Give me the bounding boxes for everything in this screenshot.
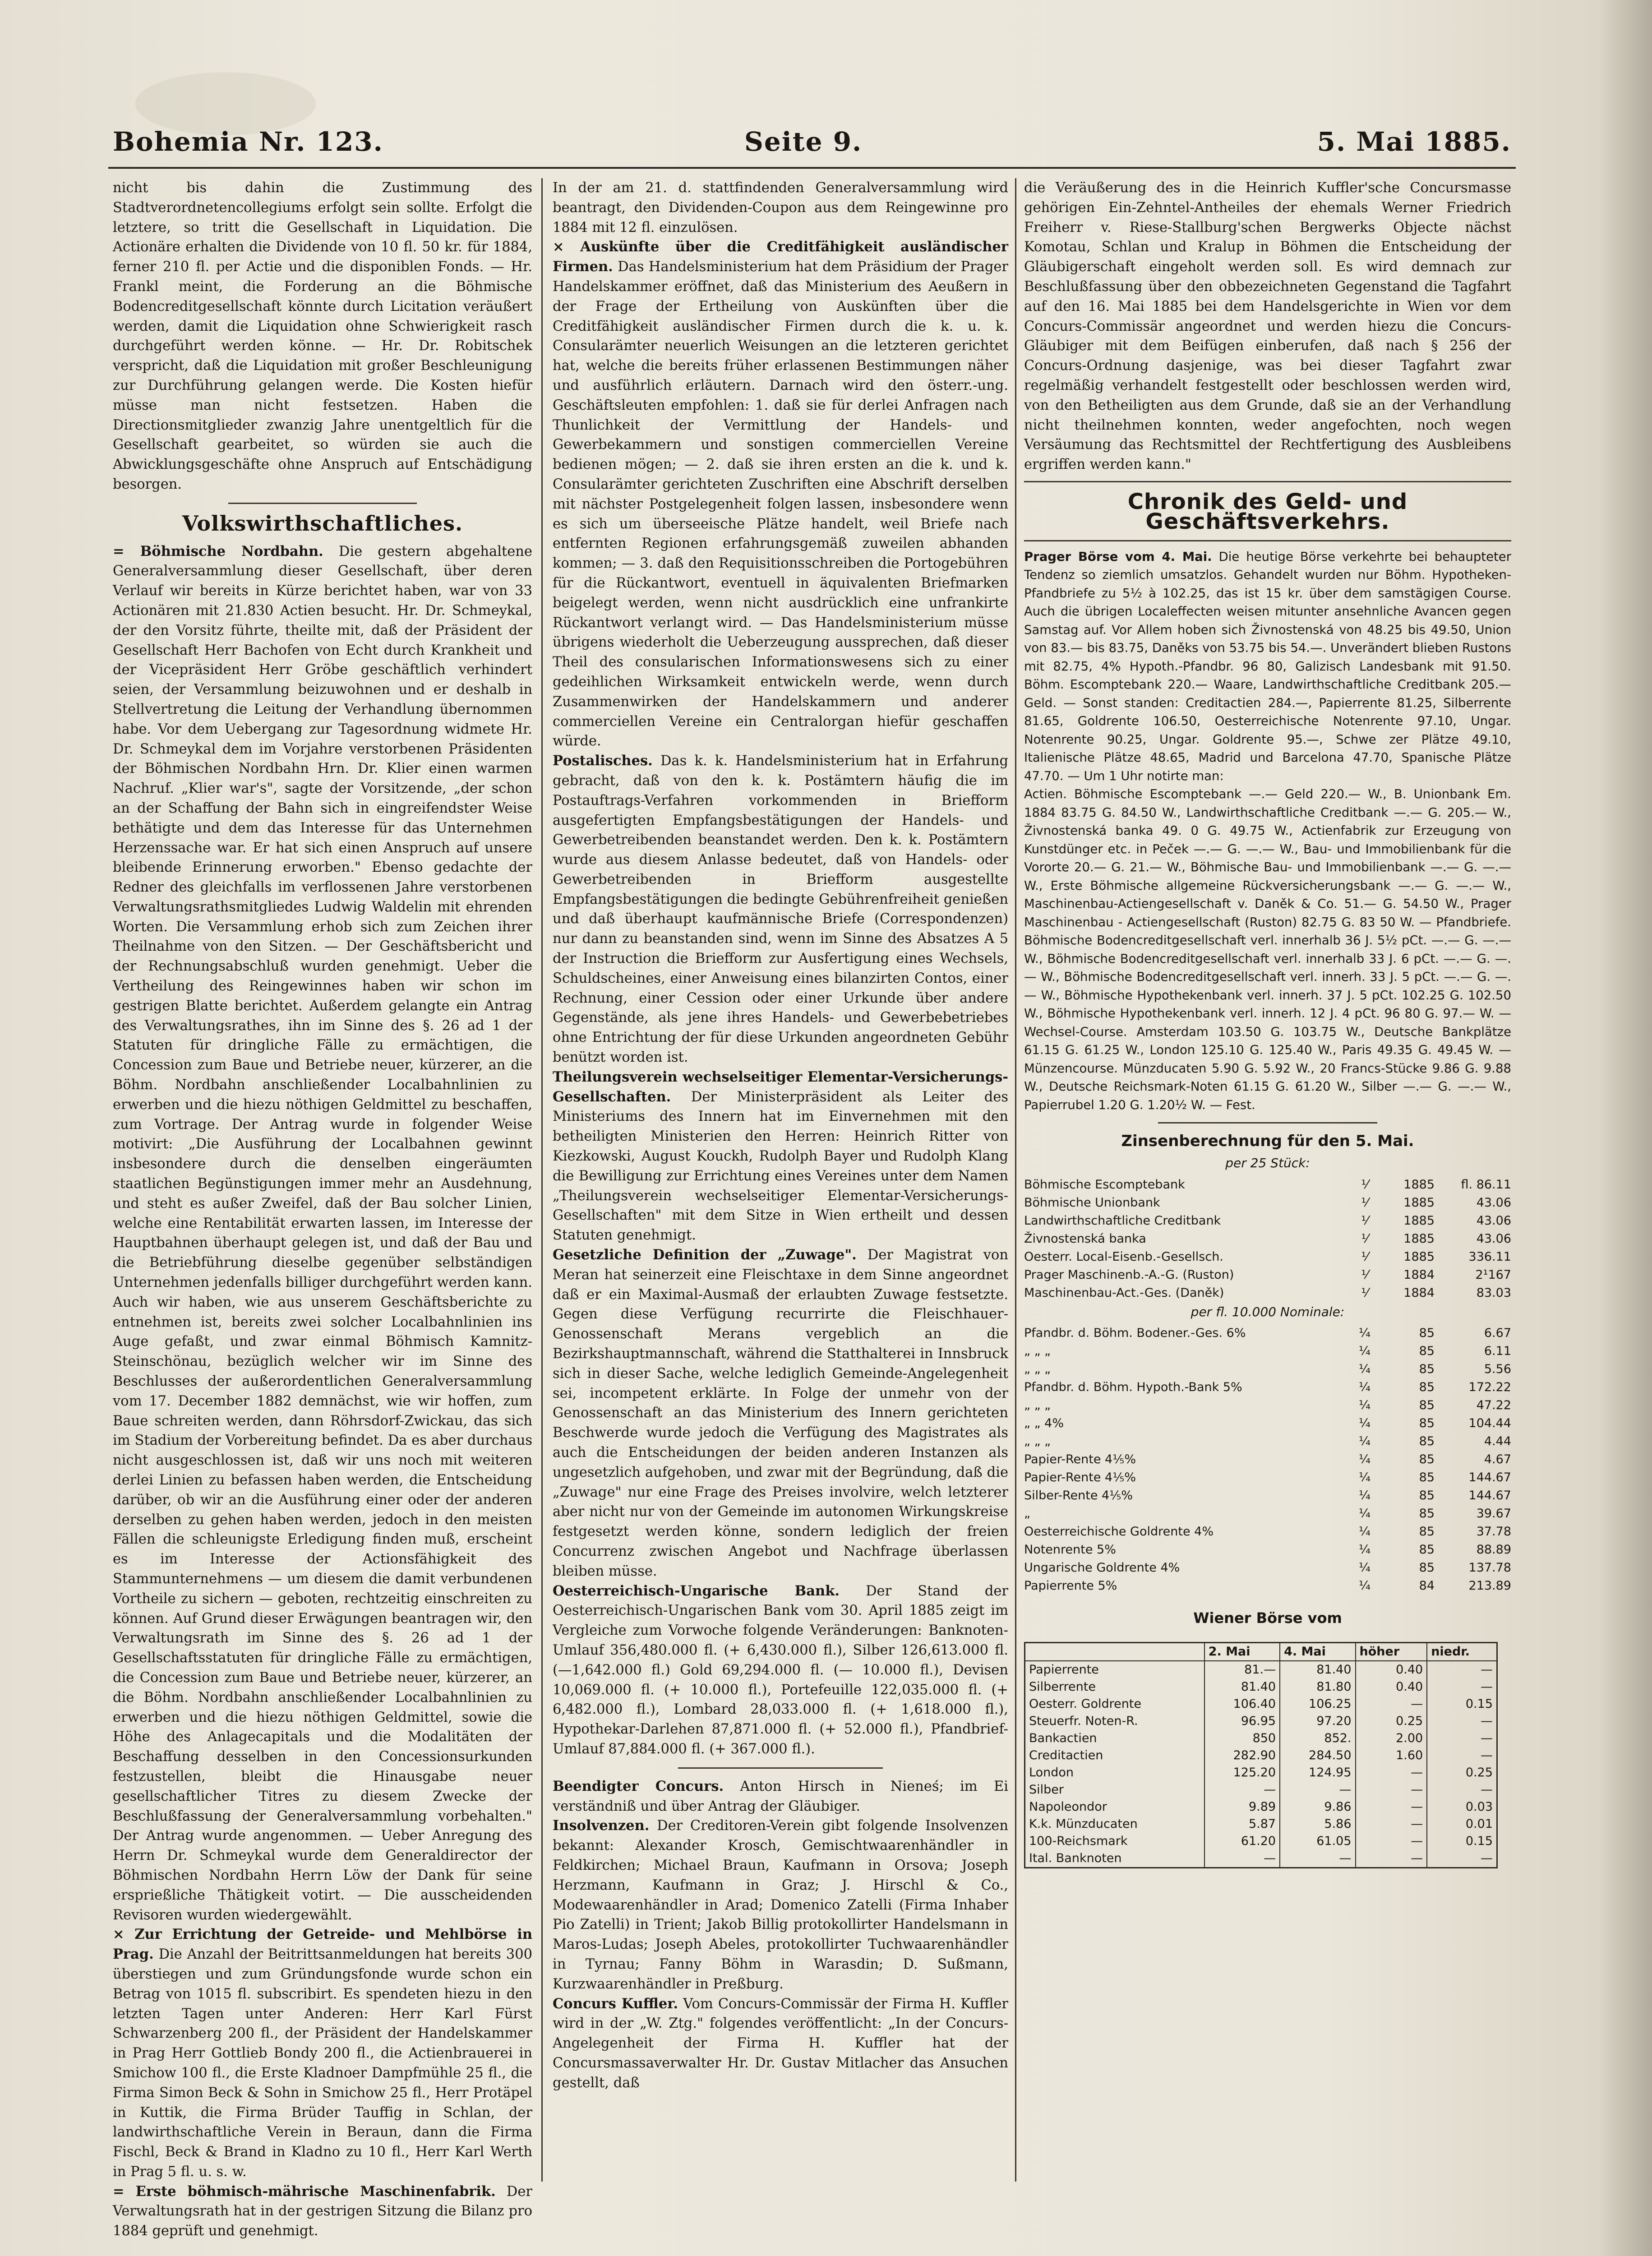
quote-cell: 1.60 xyxy=(1356,1747,1427,1764)
article-body: Die Anzahl der Beitrittsanmeldungen hat bereits 300 überstiegen und zum Gründungsfonde wurde schon ein Betrag von 1015 fl. subscribirt. Es spendeten hiezu in den letzten Tagen unter Anderen: Herr Karl Fürst Schwarzenberg 200 fl., der Präsident der Handelskammer in Prag Herr Gottlieb Bondy 200 fl., die Actienbrauerei in Smichow 100 fl., die Erste Kladnoer Dampfmühle 25 fl., die Firma Simon Beck & Sohn in Smichow 25 fl., Herr Protäpel in Kuttik, die Firma Brüder Tauffig in Schlan, der landwirthschaftliche Verein in Beraun, dann die Firma Fischl, Beck & Brand in Kladno zu 10 fl., Herr Karl Werth in Prag 5 fl. u. s. w. xyxy=(113,1946,533,2180)
article-body: Die gestern abgehaltene Generalversammlung dieser Gesellschaft, über deren Verlauf wir bereits in Kürze berichtet haben, war von 33 Actionären mit 21.830 Actien besucht. Hr. Dr. Schmeykal, der den Vorsitz führte, theilte mit, daß der Präsident der Gesellschaft Herr Bachofen von Echt durch Krankheit und der Vicepräsident Herr Gröbe geschäftlich verhindert seien, der Versammlung beizuwohnen und er deshalb in Stellvertretung die Leitung der Verhandlung übernommen habe. Vor dem Uebergang zur Tagesordnung widmete Hr. Dr. Schmeykal dem im Vorjahre verstorbenen Präsidenten der Böhmischen Nordbahn Hrn. Dr. Klier einen warmen Nachruf. „Klier war's", sagte der Vorsitzende, „der schon an der Schaffung der Bahn sich in eingreifendster Weise bethätigte und dem das Interesse für das Unternehmen Herzenssache war. Er hat sich einen Anspruch auf unsere bleibende Erinnerung erworben." Ebenso gedachte der Redner des gleichfalls im verflossenen Jahre verstorbenen Verwaltungsrathsmitgliedes Ludwig Waldelin mit ehrenden Worten. Die Versammlung erhob sich zum Zeichen ihrer Theilnahme von den Sitzen. — Der Geschäftsbericht und der Rechnungsabschluß wurden genehmigt. Ueber die Vertheilung des Reingewinnes haben wir schon im gestrigen Blatte berichtet. Außerdem gelangte ein Antrag des Verwaltungsrathes, ihn im Sinne des §. 26 ad 1 der Statuten für dringliche Fälle zu ermächtigen, die Concession zum Baue und Betriebe neuer, kürzerer, an die Böhm. Nordbahn anschließender Localbahnlinien zu erwerben und die hiezu nöthigen Geldmittel zu beschaffen, zum Vortrage. Der Antrag wurde in folgender Weise motivirt: „Die Ausführung der Localbahnen gewinnt insbesondere durch die denselben eingeräumten staatlichen Begünstigungen immer mehr an Ausdehnung, und steht es außer Zweifel, daß der Bau solcher Linien, welche eine Rentabilität erwarten lassen, im Interesse der Hauptbahnen überhaupt gelegen ist, und daß der Bau und die Betriebführung dieselbe gegenüber selbständigen Unternehmen jedenfalls billiger durchgeführt werden kann. Auch wir haben, wie aus unserem Geschäftsberichte zu entnehmen ist, bereits zwei solcher Localbahnlinien ins Auge gefaßt, und zwar einmal Böhmisch Kamnitz-Steinschönau, bezüglich welcher wir im Sinne des Beschlusses der außerordentlichen Generalversammlung vom 17. December 1882 demnächst, wie wir hoffen, zum Baue schreiten werden, dann Röhrsdorf-Zwickau, das sich im Stadium der Vorbereitung befindet. Da es aber durchaus nicht ausgeschlossen ist, daß wir uns noch mit weiteren derlei Linien zu befassen haben werden, die Entscheidung darüber, ob wir an die Ausführung einer oder der anderen derselben zu gehen haben werden, jedoch in den meisten Fällen die schleunigste Erledigung finden muß, erscheint es im Interesse der Actionsfähigkeit des Stammunternehmens — um diesem die damit verbundenen Vortheile zu sichern — geboten, rechtzeitig einschreiten zu können. Auf Grund dieser Erwägungen beantragen wir, den Verwaltungsrath im Sinne des §. 26 ad 1 der Gesellschaftsstatuten für dringliche Fälle zu ermächtigen, die Concession zum Baue und Betriebe neuer, kürzerer, an die Böhm. Nordbahn anschließender Localbahnlinien zu erwerben und die hiezu nöthigen Geldmittel, sowie die Höhe des Anlagecapitals und die Modalitäten der Beschaffung desselben in den Concessionsurkunden festzustellen, bleibt die Hinausgabe neuer gesellschaftlicher Titres zu diesem Zwecke der Beschlußfassung der Generalversammlung vorbehalten." Der Antrag wurde angenommen. — Ueber Anregung des Herrn Dr. Schmeykal wurde dem Generaldirector der Böhmischen Nordbahn Herrn Löw der Dank für seine ersprießliche Thätigkeit votirt. — Die ausscheidenden Revisoren wurden wiedergewählt. xyxy=(113,543,532,1923)
interest-table-bonds xyxy=(1024,1324,1511,1595)
quote-cell: 850 xyxy=(1204,1730,1280,1747)
quote-cell: 61.20 xyxy=(1204,1833,1280,1850)
quote-cell: 0.25 xyxy=(1427,1764,1497,1781)
year: 1885 xyxy=(1403,1213,1435,1228)
article-heading: Prager Börse vom 4. Mai. xyxy=(1024,549,1212,564)
interest-row xyxy=(1024,1523,1511,1541)
column-header: höher xyxy=(1356,1643,1427,1661)
security-name: „ „ 4% xyxy=(1024,1416,1064,1431)
security-name: Ital. Banknoten xyxy=(1025,1850,1204,1868)
table-row xyxy=(1025,1730,1497,1747)
paper-stain xyxy=(135,72,316,135)
vienna-exchange-title: Wiener Börse vom xyxy=(1193,1609,1342,1627)
security-name: Oesterr. Goldrente xyxy=(1025,1696,1204,1713)
quote-cell: — xyxy=(1356,1798,1427,1816)
table-row xyxy=(1025,1747,1497,1764)
security-name: Landwirthschaftliche Creditbank xyxy=(1024,1213,1221,1228)
interest-value: 4.44 xyxy=(1484,1434,1511,1449)
quote-cell: 106.25 xyxy=(1280,1696,1355,1713)
interest-row xyxy=(1024,1541,1511,1559)
interest-row xyxy=(1024,1396,1511,1415)
rate-fraction: ¼ xyxy=(1358,1579,1371,1593)
quote-cell: — xyxy=(1280,1850,1355,1868)
article-heading: Concurs Kuffler. xyxy=(553,1995,678,2012)
article-text xyxy=(113,2182,532,2241)
column-header: 2. Mai xyxy=(1204,1643,1280,1661)
quote-cell: — xyxy=(1427,1747,1497,1764)
quote-cell: 2.00 xyxy=(1356,1730,1427,1747)
year: 85 xyxy=(1419,1543,1435,1557)
section-divider xyxy=(1158,1122,1377,1123)
interest-row xyxy=(1024,1360,1511,1378)
quote-cell: — xyxy=(1427,1781,1497,1798)
quote-cell: 81.80 xyxy=(1280,1678,1355,1696)
article-heading: Beendigter Concurs. xyxy=(553,1778,724,1794)
year: 85 xyxy=(1419,1452,1435,1467)
quote-cell: 284.50 xyxy=(1280,1747,1355,1764)
article-body: Vom Concurs-Commissär der Firma H. Kuffler wird in der „W. Ztg." folgendes veröffentlicht: „In der Concurs-Angelegenheit der Firma H. Kuffler hat der Concursmassaverwalter Hr. Dr. Gustav Mitlacher das Ansuchen gestellt, daß xyxy=(553,1996,1008,2091)
quote-cell: 5.86 xyxy=(1280,1816,1355,1833)
security-name: Papier-Rente 4⅕% xyxy=(1024,1452,1136,1467)
article-heading: Gesetzliche Definition der „Zuwage". xyxy=(553,1247,857,1263)
article-text: die Veräußerung des in die Heinrich Kuffler'sche Concursmasse gehörigen Ein-Zehntel-Antheiles der ehemals Werner Friedrich Freiherr v. Riese-Stallburg'schen Bergwerks Objecte nächst Komotau, Schlan und Kralup in Böhmen die Entscheidung der Gläubigerschaft eingeholt werden soll. Es wird demnach zur Beschlußfassung über den obbezeichneten Gegenstand die Tagfahrt auf den 16. Mai 1885 bei dem Handelsgerichte in Wien vor dem Concurs-Commissär angeordnet und werden hiezu die Concurs-Gläubiger mit dem Beifügen einberufen, daß nach § 256 der Concurs-Ordnung dasjenige, was bei dieser Tagfahrt zwar regelmäßig verhandelt festgestellt oder beschlossen werden wird, von den Betheiligten aus dem Grunde, daß sie an der Verhandlung nicht theilnehmen konnten, weder angefochten, noch wegen Versäumung das Rechtsmittel der Rechtfertigung des Ausbleibens ergriffen werden kann." xyxy=(1024,180,1511,473)
article-heading: Oesterreichisch-Ungarische Bank. xyxy=(553,1582,840,1599)
quote-cell: 96.95 xyxy=(1204,1713,1280,1730)
interest-value: 5.56 xyxy=(1484,1362,1511,1377)
column-header: 4. Mai xyxy=(1280,1643,1355,1661)
column-divider xyxy=(1015,178,1016,2182)
article-text xyxy=(553,237,1008,751)
rate-fraction: ¼ xyxy=(1358,1452,1371,1467)
interest-value: 37.78 xyxy=(1476,1525,1511,1539)
article-body: Der Ministerpräsident als Leiter des Ministeriums des Innern hat im Einvernehmen mit den betheiligten Ministerien den Herren: Heinrich Ritter von Kiezkowski, August Kouckh, Rudolph Bayer und Rudolph Klang die Bewilligung zur Errichtung eines Vereines unter dem Namen „Theilungsverein wechselseitiger Elementar-Versicherungs-Gesellschaften" mit dem Sitze in Wien ertheilt und dessen Statuten genehmigt. xyxy=(553,1089,1008,1244)
security-name: „ xyxy=(1024,1507,1030,1521)
interest-row xyxy=(1024,1266,1511,1284)
interest-value: 6.11 xyxy=(1484,1344,1511,1359)
table-row xyxy=(1025,1678,1497,1696)
interest-row xyxy=(1024,1230,1511,1248)
article-text: nicht bis dahin die Zustimmung des Stadtverordnetencollegiums erfolgt sein sollte. Erfolgt die letztere, so tritt die Gesellschaft in Liquidation. Die Actionäre erhalten die Dividende von 10 fl. 50 kr. für 1884, ferner 210 fl. per Actie und die disponiblen Fonds. — Hr. Frankl meint, die Forderung an die Böhmische Bodencreditgesellschaft könnte durch Licitation veräußert werden, damit die Liquidation ohne Schwierigkeit rasch durchgeführt werden könne. — Hr. Dr. Robitschek verspricht, daß die Liquidation mit großer Beschleunigung zur Durchführung gelangen werde. Die Kosten hiefür müsse man nicht festsetzen. Haben die Directionsmitglieder zwanzig Jahre unentgeltlich für die Gesellschaft gearbeitet, so würden sie auch die Abwicklungsgeschäfte ohne Anspruch auf Entschädigung besorgen. xyxy=(113,180,532,492)
interest-row xyxy=(1024,1284,1511,1302)
section-title: Volkswirthschaftliches. xyxy=(182,511,463,536)
section-divider xyxy=(228,503,417,504)
article-body: Der Stand der Oesterreichisch-Ungarischen Bank vom 30. April 1885 zeigt im Vergleiche zum Vorwoche folgende Veränderungen: Banknoten-Umlauf 356,480.000 fl. (+ 6,430.000 fl.), Silber 126,613.000 fl. (—1,642.000 fl.) Gold 69,294.000 fl. (— 10.000 fl.), Devisen 10,069.000 fl. (+ 10.000 fl.), Portefeuille 122,035.000 fl. (+ 6,482.000 fl.), Lombard 28,033.000 fl. (+ 1,618.000 fl.), Hypothekar-Darlehen 87,871.000 fl. (+ 52.000 fl.), Pfandbrief-Umlauf 87,884.000 fl. (+ 367.000 fl.). xyxy=(553,1583,1008,1757)
security-name: London xyxy=(1025,1764,1204,1781)
security-name: Papierrente xyxy=(1025,1661,1204,1678)
page-number: Seite 9. xyxy=(744,126,863,157)
table-header-row xyxy=(1025,1643,1497,1661)
column-divider xyxy=(541,178,543,2182)
rate-fraction: ¼ xyxy=(1358,1380,1371,1395)
article-body: Anton Hirsch in Nieneś; im Ei verständniß und über Antrag der Gläubiger. xyxy=(553,1778,1008,1814)
quote-cell: — xyxy=(1427,1713,1497,1730)
interest-value: 336.11 xyxy=(1468,1249,1511,1264)
year: 85 xyxy=(1419,1380,1435,1395)
interest-value: 137.78 xyxy=(1468,1561,1511,1575)
quote-cell: — xyxy=(1427,1661,1497,1678)
quote-cell: 0.40 xyxy=(1356,1678,1427,1696)
rate-fraction: ¼ xyxy=(1358,1561,1371,1575)
interest-value: 43.06 xyxy=(1476,1195,1511,1210)
article-text: In der am 21. d. stattfindenden Generalversammlung wird beantragt, den Dividenden-Coupon aus dem Reingewinne pro 1884 mit 12 fl. einzulösen. xyxy=(553,180,1008,236)
interest-row xyxy=(1024,1505,1511,1523)
column-header xyxy=(1025,1643,1204,1661)
year: 85 xyxy=(1419,1362,1435,1377)
quote-cell: 0.40 xyxy=(1356,1661,1427,1678)
rate-fraction: ⅟ xyxy=(1361,1213,1368,1228)
table-row xyxy=(1025,1696,1497,1713)
article-text xyxy=(113,1925,532,2182)
year: 85 xyxy=(1419,1507,1435,1521)
rate-fraction: ⅟ xyxy=(1361,1267,1368,1282)
interest-value: 43.06 xyxy=(1476,1231,1511,1246)
year: 1885 xyxy=(1403,1231,1435,1246)
rate-fraction: ¼ xyxy=(1358,1344,1371,1359)
quote-cell: — xyxy=(1204,1781,1280,1798)
interest-row xyxy=(1024,1469,1511,1487)
security-name: Silberrente xyxy=(1025,1678,1204,1696)
quote-cell: 81.40 xyxy=(1280,1661,1355,1678)
year: 85 xyxy=(1419,1416,1435,1431)
interest-value: 88.89 xyxy=(1476,1543,1511,1557)
security-name: Bankactien xyxy=(1025,1730,1204,1747)
interest-row xyxy=(1024,1324,1511,1342)
quote-cell: 282.90 xyxy=(1204,1747,1280,1764)
interest-value: 43.06 xyxy=(1476,1213,1511,1228)
quote-cell: 0.15 xyxy=(1427,1696,1497,1713)
security-name: Steuerfr. Noten-R. xyxy=(1025,1713,1204,1730)
interest-value: 6.67 xyxy=(1484,1326,1511,1341)
section-title: Chronik des Geld- und Geschäftsverkehrs. xyxy=(1127,489,1408,534)
quote-cell: — xyxy=(1427,1730,1497,1747)
interest-row xyxy=(1024,1559,1511,1577)
interest-value: 47.22 xyxy=(1476,1398,1511,1413)
interest-table-title: Zinsenberechnung für den 5. Mai. xyxy=(1121,1132,1414,1151)
table-row xyxy=(1025,1833,1497,1850)
article-body: Die heutige Börse verkehrte bei behaupteter Tendenz so ziemlich umsatzlos. Gehandelt wurden nur Böhm. Hypotheken-Pfandbriefe zu 5½ à 102.25, das ist 15 kr. über dem samstägigen Course. Auch die übrigen Localeffecten weisen mitunter ansehnliche Avancen gegen Samstag auf. Vor Allem hoben sich Živnostenská von 48.25 bis 49.50, Union von 83.— bis 83.75, Daněks von 53.75 bis 54.—. Unverändert blieben Rustons mit 82.75, 4% Hypoth.-Pfandbr. 96 80, Galizisch Landesbank mit 91.50. Böhm. Escomptebank 220.— Waare, Landwirthschaftliche Creditbank 205.— Geld. — Sonst standen: Creditactien 284.—, Papierrente 81.25, Silberrente 81.65, Goldrente 106.50, Oesterreichische Notenrente 97.10, Ungar. Notenrente 90.25, Ungar. Goldrente 95.—, Schwe zer Plätze 49.10, Italienische Plätze 48.65, Madrid und Barcelona 47.70, Spanische Plätze 47.70. — Um 1 Uhr notirte man: xyxy=(1024,549,1511,783)
article-text xyxy=(553,1994,1008,2093)
interest-value: 213.89 xyxy=(1468,1579,1511,1593)
table-row xyxy=(1025,1781,1497,1798)
interest-value: 39.67 xyxy=(1476,1507,1511,1521)
section-divider xyxy=(1024,540,1511,541)
quote-cell: — xyxy=(1204,1850,1280,1868)
rate-fraction: ⅟ xyxy=(1361,1195,1368,1210)
interest-value: 144.67 xyxy=(1468,1470,1511,1485)
market-report xyxy=(1024,548,1511,786)
year: 85 xyxy=(1419,1525,1435,1539)
interest-value: 83.03 xyxy=(1476,1285,1511,1300)
security-name: Papierrente 5% xyxy=(1024,1579,1117,1593)
article-text xyxy=(553,751,1008,1068)
masthead-title: Bohemia Nr. 123. xyxy=(113,126,383,157)
year: 1884 xyxy=(1403,1285,1435,1300)
year: 85 xyxy=(1419,1344,1435,1359)
interest-row xyxy=(1024,1194,1511,1212)
quote-cell: 0.01 xyxy=(1427,1816,1497,1833)
security-name: Böhmische Escomptebank xyxy=(1024,1177,1185,1192)
quote-cell: — xyxy=(1356,1850,1427,1868)
interest-value: 144.67 xyxy=(1468,1489,1511,1503)
issue-date: 5. Mai 1885. xyxy=(1317,126,1511,157)
interest-value: 172.22 xyxy=(1468,1380,1511,1395)
interest-row xyxy=(1024,1487,1511,1505)
quote-cell: — xyxy=(1356,1833,1427,1850)
article-heading: Postalisches. xyxy=(553,753,653,769)
interest-row xyxy=(1024,1176,1511,1194)
interest-row xyxy=(1024,1248,1511,1266)
interest-value: 4.67 xyxy=(1484,1452,1511,1467)
security-name: Oesterr. Local-Eisenb.-Gesellsch. xyxy=(1024,1249,1223,1264)
rate-fraction: ¼ xyxy=(1358,1434,1371,1449)
rate-fraction: ⅟ xyxy=(1361,1231,1368,1246)
rate-fraction: ¼ xyxy=(1358,1507,1371,1521)
security-name: „ „ „ xyxy=(1024,1344,1051,1359)
article-text xyxy=(553,1816,1008,1994)
article-heading: × Zur Errichtung der Getreide- und Mehlbörse in Prag. xyxy=(113,1926,532,1963)
page-header xyxy=(113,126,1511,162)
security-name: Papier-Rente 4⅕% xyxy=(1024,1470,1136,1485)
interest-value: 104.44 xyxy=(1468,1416,1511,1431)
quote-cell: 5.87 xyxy=(1204,1816,1280,1833)
security-name: Živnostenská banka xyxy=(1024,1231,1146,1246)
table-row xyxy=(1025,1798,1497,1816)
interest-value: 2¹167 xyxy=(1475,1267,1511,1282)
interest-table-subtitle: per fl. 10.000 Nominale: xyxy=(1191,1304,1345,1319)
market-quotes: Actien. Böhmische Escomptebank —.— Geld 220.— W., B. Unionbank Em. 1884 83.75 G. 84.50 W., Landwirthschaftliche Creditbank —.— G. 205.— W., Živnostenská banka 49. 0 G. 49.75 W., Actienfabrik zur Erzeugung von Kunstdünger etc. in Peček —.— G. —.— W., Bau- und Immobilienbank für die Vororte 20.— G. 21.— W., Böhmische Bau- und Immobilienbank —.— G. —.— W., Erste Böhmische allgemeine Rückversicherungsbank —.— G. —.— W., Maschinenbau-Actiengesellschaft v. Daněk & Co. 51.— G. 54.50 W., Prager Maschinenbau - Actiengesellschaft (Ruston) 82.75 G. 83 50 W. — Pfandbriefe. Böhmische Bodencreditgesellschaft verl. innerhalb 36 J. 5½ pCt. —.— G. —.— W., Böhmische Bodencreditgesellschaft verl. innerhalb 33 J. 6 pCt. —.— G. —.— W., Böhmische Bodencreditgesellschaft verl. innerh. 33 J. 5 pCt. —.— G. —.— W., Böhmische Hypothekenbank verl. innerh. 37 J. 5 pCt. 102.25 G. 102.50 W., Böhmische Hypothekenbank verl. innerh. 12 J. 4 pCt. 96 80 G. 97.— W. — Wechsel-Course. Amsterdam 103.50 G. 103.75 W., Deutsche Bankplätze 61.15 G. 61.25 W., London 125.10 G. 125.40 W., Paris 49.35 G. 49.45 W. — Münzencourse. Münzducaten 5.90 G. 5.92 W., 20 Francs-Stücke 9.86 G. 9.88 W., Deutsche Reichsmark-Noten 61.15 G. 61.20 W., Silber —.— G. —.— W., Papierrubel 1.20 G. 1.20½ W. — Fest. xyxy=(1024,787,1511,1112)
quote-cell: 125.20 xyxy=(1204,1764,1280,1781)
security-name: Böhmische Unionbank xyxy=(1024,1195,1160,1210)
security-name: „ „ „ xyxy=(1024,1434,1051,1449)
security-name: „ „ „ xyxy=(1024,1398,1051,1413)
interest-row xyxy=(1024,1378,1511,1396)
quote-cell: 81.— xyxy=(1204,1661,1280,1678)
security-name: Oesterreichische Goldrente 4% xyxy=(1024,1525,1214,1539)
table-row xyxy=(1025,1816,1497,1833)
security-name: Maschinenbau-Act.-Ges. (Daněk) xyxy=(1024,1285,1224,1300)
quote-cell: — xyxy=(1356,1764,1427,1781)
year: 85 xyxy=(1419,1561,1435,1575)
rate-fraction: ¼ xyxy=(1358,1525,1371,1539)
section-divider xyxy=(1024,481,1511,482)
interest-table-subtitle: per 25 Stück: xyxy=(1225,1155,1310,1170)
year: 84 xyxy=(1419,1579,1435,1593)
quote-cell: — xyxy=(1427,1850,1497,1868)
table-row xyxy=(1025,1661,1497,1678)
header-rule xyxy=(108,167,1516,169)
article-heading: Insolvenzen. xyxy=(553,1817,650,1834)
rate-fraction: ¼ xyxy=(1358,1326,1371,1341)
article-body: Das k. k. Handelsministerium hat in Erfahrung gebracht, daß von den k. k. Postämtern häufig die im Postauftrags-Verfahren vorkommenden in Briefform ausgefertigten Empfangsbestätigungen der Handels- und Gewerbetreibenden beanstandet werden. Den k. k. Postämtern wurde aus diesem Anlasse bedeutet, daß von Handels- oder Gewerbetreibenden in Briefform ausgestellte Empfangsbestätigungen die bedingte Gebührenfreiheit genießen und daß überhaupt kaufmännische Briefe (Correspondenzen) nur dann zu beanstanden sind, wenn im Sinne des Absatzes A 5 der Instruction die Briefform zur Ausfertigung eines Wechsels, Schuldscheines, einer Anweisung eines bilanzirten Contos, einer Rechnung, einer Cession oder einer Urkunde über andere Gegenstände, als jene ihres Handels- und Gewerbebetriebes ohne Entrichtung der für diese Urkunden angeordneten Gebühr benützt worden ist. xyxy=(553,753,1008,1066)
table-row xyxy=(1025,1764,1497,1781)
security-name: 100-Reichsmark xyxy=(1025,1833,1204,1850)
table-row xyxy=(1025,1713,1497,1730)
table-row xyxy=(1025,1850,1497,1868)
security-name: Pfandbr. d. Böhm. Hypoth.-Bank 5% xyxy=(1024,1380,1242,1395)
article-text xyxy=(113,542,532,1925)
column-1 xyxy=(113,178,532,2241)
quote-cell: — xyxy=(1356,1816,1427,1833)
quote-cell: 124.95 xyxy=(1280,1764,1355,1781)
security-name: Prager Maschinenb.-A.-G. (Ruston) xyxy=(1024,1267,1234,1282)
interest-row xyxy=(1024,1415,1511,1433)
page-edge-shadow xyxy=(1598,0,1652,2256)
year: 1885 xyxy=(1403,1177,1435,1192)
article-body: Der Verwaltungsrath hat in der gestrigen Sitzung die Bilanz pro 1884 geprüft und genehmigt. xyxy=(113,2183,532,2239)
security-name: K.k. Münzducaten xyxy=(1025,1816,1204,1833)
vienna-exchange-table xyxy=(1024,1642,1498,1868)
year: 1885 xyxy=(1403,1249,1435,1264)
section-divider xyxy=(678,1767,883,1769)
security-name: Napoleondor xyxy=(1025,1798,1204,1816)
quote-cell: — xyxy=(1356,1696,1427,1713)
security-name: Creditactien xyxy=(1025,1747,1204,1764)
year: 1885 xyxy=(1403,1195,1435,1210)
quote-cell: 852. xyxy=(1280,1730,1355,1747)
article-text xyxy=(553,1245,1008,1581)
quote-cell: 97.20 xyxy=(1280,1713,1355,1730)
interest-value: fl. 86.11 xyxy=(1461,1177,1511,1192)
interest-row xyxy=(1024,1342,1511,1360)
interest-row xyxy=(1024,1451,1511,1469)
interest-table-shares xyxy=(1024,1176,1511,1302)
article-body: Der Magistrat von Meran hat seinerzeit eine Fleischtaxe in dem Sinne angeordnet daß er ein Maximal-Ausmaß der erlaubten Zuwage festsetzte. Gegen diese Verfügung recurrirte die Fleischhauer-Genossenschaft Merans vergeblich an die Bezirkshauptmannschaft, während die Statthalterei in Innsbruck sich in dieser Sache, welche lediglich Gemeinde-Angelegenheit sei, incompetent erklärte. In Folge der unmehr von der Genossenschaft an das Ministerium des Innern gerichteten Beschwerde wurde jedoch die Verfügung des Magistrates als auch die Entscheidungen der beiden anderen Instanzen als ungesetzlich aufgehoben, und zwar mit der Begründung, daß die „Zuwage" nur eine Frage des Preises involvire, welch letzterer aber nicht nur von der Gemeinde im autonomen Wirkungskreise festgesetzt werden könne, sondern lediglich der freien Concurrenz zwischen Angebot und Nachfrage überlassen bleiben müsse. xyxy=(553,1247,1008,1579)
year: 85 xyxy=(1419,1398,1435,1413)
article-heading: = Böhmische Nordbahn. xyxy=(113,543,323,559)
rate-fraction: ⅟ xyxy=(1361,1177,1368,1192)
article-heading: = Erste böhmisch-mährische Maschinenfabrik. xyxy=(113,2183,496,2200)
rate-fraction: ¼ xyxy=(1358,1489,1371,1503)
year: 85 xyxy=(1419,1489,1435,1503)
security-name: Ungarische Goldrente 4% xyxy=(1024,1561,1180,1575)
quote-cell: — xyxy=(1427,1678,1497,1696)
year: 85 xyxy=(1419,1434,1435,1449)
year: 85 xyxy=(1419,1326,1435,1341)
year: 85 xyxy=(1419,1470,1435,1485)
security-name: Pfandbr. d. Böhm. Bodener.-Ges. 6% xyxy=(1024,1326,1246,1341)
article-body: Der Creditoren-Verein gibt folgende Insolvenzen bekannt: Alexander Krosch, Gemischtwaarenhändler in Feldkirchen; Michael Braun, Kaufmann in Orsova; Joseph Herzmann, Kaufmann in Graz; J. Hirschl & Co., Modewaarenhändler in Arad; Domenico Zatelli (Firma Inhaber Pio Zatelli) in Trient; Jakob Billig protokollirter Handelsmann in Maros-Ludas; Joseph Abeles, protokollirter Tuchwaarenhändler in Tyrnau; Fanny Böhm in Warasdin; D. Sußmann, Kurzwaarenhändler in Preßburg. xyxy=(553,1818,1009,1992)
quote-cell: 61.05 xyxy=(1280,1833,1355,1850)
rate-fraction: ⅟ xyxy=(1361,1285,1368,1300)
quote-cell: — xyxy=(1280,1781,1355,1798)
quote-cell: 9.86 xyxy=(1280,1798,1355,1816)
quote-cell: 81.40 xyxy=(1204,1678,1280,1696)
rate-fraction: ⅟ xyxy=(1361,1249,1368,1264)
security-name: „ „ „ xyxy=(1024,1362,1051,1377)
quote-cell: 0.15 xyxy=(1427,1833,1497,1850)
rate-fraction: ¼ xyxy=(1358,1398,1371,1413)
quote-cell: 0.03 xyxy=(1427,1798,1497,1816)
interest-row xyxy=(1024,1212,1511,1230)
rate-fraction: ¼ xyxy=(1358,1543,1371,1557)
column-header: niedr. xyxy=(1427,1643,1497,1661)
article-text xyxy=(553,1068,1008,1245)
security-name: Silber-Rente 4⅕% xyxy=(1024,1489,1133,1503)
year: 1884 xyxy=(1403,1267,1435,1282)
rate-fraction: ¼ xyxy=(1358,1470,1371,1485)
interest-row xyxy=(1024,1577,1511,1595)
rate-fraction: ¼ xyxy=(1358,1362,1371,1377)
article-heading: Theilungsverein wechselseitiger Elementar-Versicherungs-Gesellschaften. xyxy=(553,1068,1008,1105)
quote-cell: 9.89 xyxy=(1204,1798,1280,1816)
security-name: Silber xyxy=(1025,1781,1204,1798)
article-heading: × Auskünfte über die Creditfähigkeit ausländischer Firmen. xyxy=(553,239,1008,275)
column-2 xyxy=(553,178,1008,2093)
column-3 xyxy=(1024,178,1511,1868)
quote-cell: 106.40 xyxy=(1204,1696,1280,1713)
quote-cell: 0.25 xyxy=(1356,1713,1427,1730)
quote-cell: — xyxy=(1356,1781,1427,1798)
article-text xyxy=(553,1777,1008,1817)
security-name: Notenrente 5% xyxy=(1024,1543,1116,1557)
rate-fraction: ¼ xyxy=(1358,1416,1371,1431)
interest-row xyxy=(1024,1433,1511,1451)
article-body: Das Handelsministerium hat dem Präsidium der Prager Handelskammer eröffnet, daß das Ministerium des Aeußern in der Frage der Ertheilung von Auskünften über die Creditfähigkeit ausländischer Firmen durch die k. u. k. Consularämter neuerlich Weisungen an die letzteren gerichtet hat, welche die bereits früher erlassenen Bestimmungen näher und ausführlich erläutern. Darnach wird den österr.-ung. Geschäftsleuten empfohlen: 1. daß sie für derlei Anfragen nach Thunlichkeit der Vermittlung der Handels- und Gewerbekammern und sonstigen commerciellen Vereine bedienen mögen; — 2. daß sie ihren ersten an die k. und k. Consularämter gerichteten Zuschriften eine Abschrift derselben mit nächster Postgelegenheit folgen lassen, insbesondere wenn es sich um überseeische Plätze handelt, weil Briefe nach entfernten Regionen erfahrungsgemäß zuweilen abhanden kommen; — 3. daß den Requisitionsschreiben die Portogebühren für die Rückantwort, eventuell in äquivalenten Briefmarken beigelegt werden, wenn nicht ausdrücklich eine unfrankirte Rückantwort verlangt wird. — Das Handelsministerium müsse übrigens wiederholt die Ueberzeugung aussprechen, daß dieser Theil des consularischen Informationswesens sich zu einer gedeihlichen Wirksamkeit entwickeln werde, wenn durch Zusammenwirken der Handelskammern und anderer commerciellen Vereine ein Centralorgan hiefür geschaffen würde. xyxy=(553,259,1008,749)
article-text xyxy=(553,1581,1008,1759)
